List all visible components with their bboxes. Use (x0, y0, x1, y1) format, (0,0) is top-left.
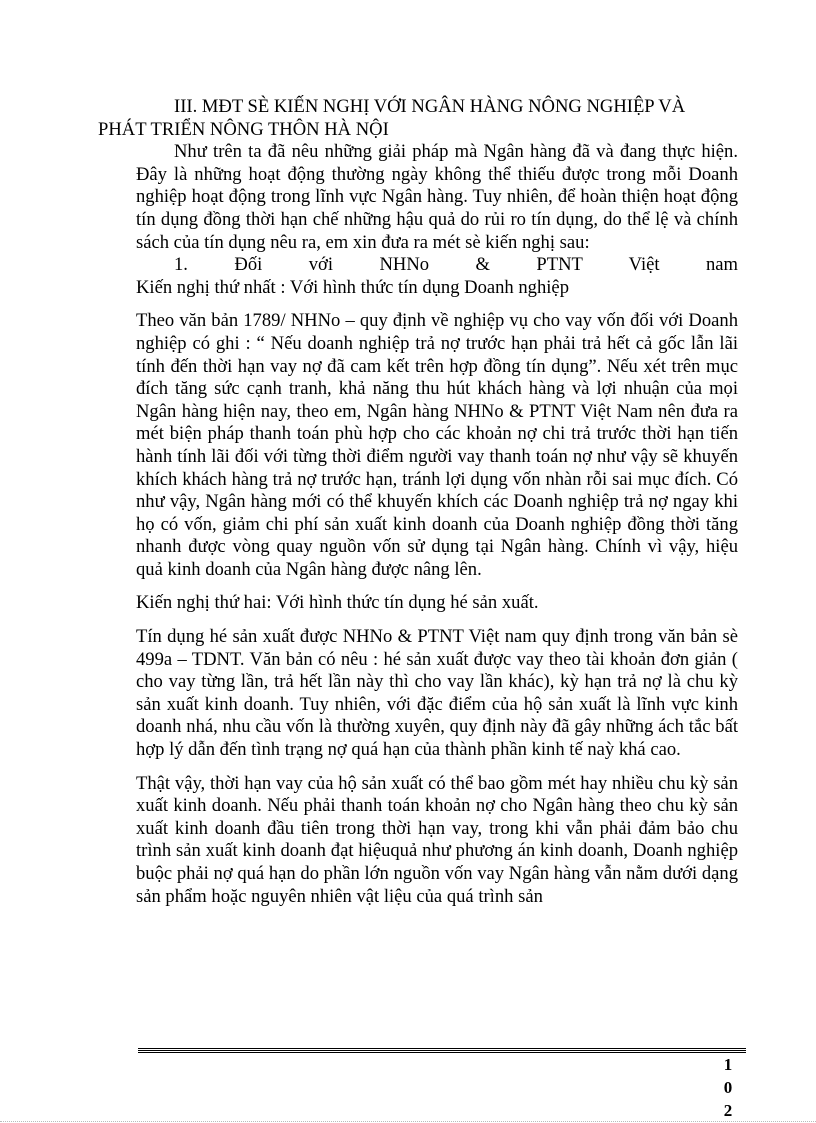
recommendation-2-body-continued: Thật vậy, thời hạn vay của hộ sản xuất có thể bao gồm mét hay nhiều chu kỳ sản xuất kinh doanh. Nếu phải thanh toán khoản nợ cho Ngân hàng theo chu kỳ sản xuất kinh doanh đầu tiên trong thời hạn vay, trong khi vẫn phải đảm bảo chu trình sản xuất kinh doanh đạt hiệuquả như phương án kinh doanh, Doanh nghiệp buộc phải nợ quá hạn do phần lớn nguồn vốn vay Ngân hàng vẫn nằm dưới dạng sản phẩm hoặc nguyên nhiên vật liệu của quá trình sản (136, 772, 738, 907)
subsection-title: 1. Đối với NHNo & PTNT Việt nam (174, 254, 738, 276)
recommendation-1-title: Kiến nghị thứ nhất : Với hình thức tín dụng Doanh nghiệp (136, 276, 569, 298)
recommendation-2-body: Tín dụng hé sản xuất được NHNo & PTNT Việt nam quy định trong văn bản sè 499a – TDNT. Văn bản có nêu : hé sản xuất được vay theo tài khoản đơn giản ( cho vay từng lần, trả hết lần này thì cho vay lần khác), kỳ hạn trả nợ là chu kỳ sản xuất kinh doanh. Tuy nhiên, với đặc điểm của hộ sản xuất là lĩnh vực kinh doanh nhá, nhu cầu vốn là thường xuyên, quy định này đã gây những ách tắc bất hợp lý dẫn đến tình trạng nợ quá hạn của thành phần kinh tế naỳ khá cao. (136, 626, 738, 761)
page-number-digit: 0 (723, 1078, 733, 1097)
intro-paragraph: Như trên ta đã nêu những giải pháp mà Ngân hàng đã và đang thực hiện. Đây là những hoạt động thường ngày không thể thiếu được trong mỗi Doanh nghiệp hoạt động trong lĩnh vực Ngân hàng. Tuy nhiên, để hoàn thiện hoạt động tín dụng đồng thời hạn chế những hậu quả do rủi ro tín dụng, do thể lệ và chính sách của tín dụng nêu ra, em xin đưa ra mét sè kiến nghị sau: (136, 141, 738, 253)
footer-divider (138, 1048, 746, 1053)
document-body (98, 96, 738, 908)
recommendation-1-body: Theo văn bản 1789/ NHNo – quy định về nghiệp vụ cho vay vốn đối với Doanh nghiệp có ghi : “ Nếu doanh nghiệp trả nợ trước hạn phải trả hết cả gốc lẫn lãi tính đến thời hạn vay nợ đã cam kết trên hợp đồng tín dụng”. Nếu xét trên mục đích tăng sức cạnh tranh, khả năng thu hút khách hàng và lợi nhuận của mọi Ngân hàng hiện nay, theo em, Ngân hàng NHNo & PTNT Việt Nam nên đưa ra mét biện pháp thanh toán phù hợp cho các khoản nợ chi trả trước thời hạn tiến hành tính lãi đối với từng thời điểm người vay thanh toán nợ như vậy sẽ khuyến khích khách hàng trả nợ trước hạn, tránh lợi dụng vốn nhàn rỗi sai mục đích. Có như vậy, Ngân hàng mới có thể khuyến khích các Doanh nghiệp trả nợ ngay khi họ có vốn, giảm chi phí sản xuất kinh doanh của Doanh nghiệp đồng thời tăng nhanh được vòng quay nguồn vốn sử dụng tại Ngân hàng. Chính vì vậy, hiệu quả kinh doanh của Ngân hàng được nâng lên. (136, 310, 738, 580)
page-number-digit: 2 (723, 1101, 733, 1120)
section-heading-line-1: III. MÐT SÈ KIẾN NGHỊ VỚI NGÂN HÀNG NÔNG NGHIỆP VÀ (174, 96, 686, 117)
section-heading (98, 96, 738, 141)
recommendation-2-title: Kiến nghị thứ hai: Với hình thức tín dụng hé sản xuất. (136, 592, 539, 614)
page-number (718, 1053, 738, 1122)
section-heading-line-2: PHÁT TRIỂN NÔNG THÔN HÀ NỘI (98, 118, 389, 140)
page-bottom-edge (0, 1121, 816, 1122)
page-number-digit: 1 (723, 1055, 733, 1074)
